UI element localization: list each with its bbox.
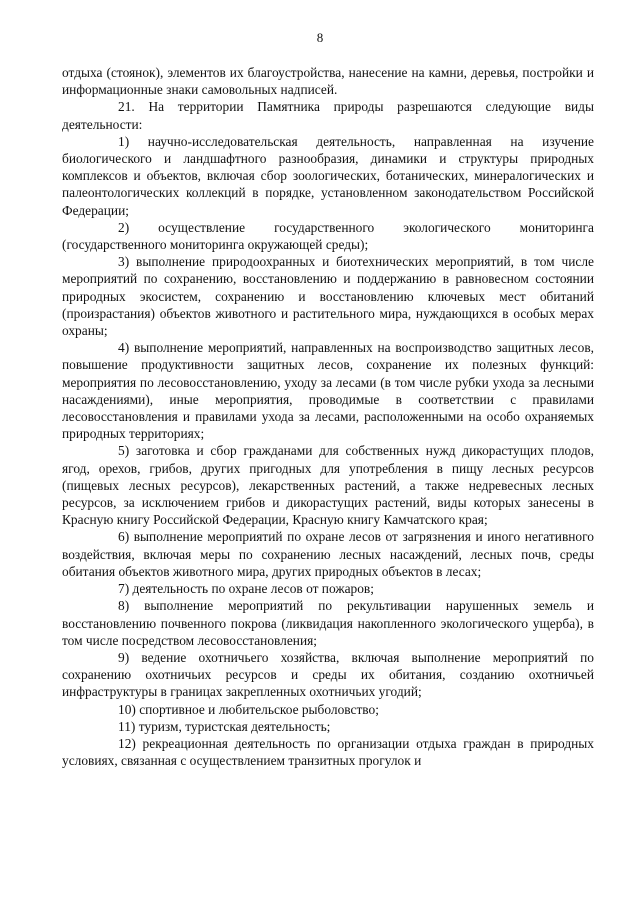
- paragraph-continuation: отдыха (стоянок), элементов их благоустройства, нанесение на камни, деревья, постройки и информационные знаки самовольных надписей.: [62, 65, 594, 98]
- list-item-2: 2) осуществление государственного экологического мониторинга (государственного мониторинга окружающей среды);: [62, 219, 594, 253]
- paragraph-item-21: 21. На территории Памятника природы разрешаются следующие виды деятельности:: [62, 99, 594, 132]
- list-item-10: 10) спортивное и любительское рыболовство;: [118, 701, 379, 717]
- list-item-3: 3) выполнение природоохранных и биотехнических мероприятий, в том числе мероприятий по сохранению, восстановлению и поддержанию в равновесном состоянии природных экосистем, сохранению и восстановлению ключевых мест обитаний (произрастания) объектов животного и растительного мира, нуждающихся в особых мерах охраны;: [62, 254, 594, 339]
- list-item-9: 9) ведение охотничьего хозяйства, включая выполнение мероприятий по сохранению охотничьих ресурсов и среды их обитания, созданию охотничьей инфраструктуры в границах закрепленных охотничьих угодий;: [62, 649, 594, 700]
- list-item-6: 6) выполнение мероприятий по охране лесов от загрязнения и иного негативного воздействия, включая меры по сохранению лесных насаждений, лесных почв, среды обитания объектов животного мира, других природных объектов в лесах;: [62, 529, 594, 579]
- document-body: [62, 64, 594, 769]
- list-item-8: 8) выполнение мероприятий по рекультивации нарушенных земель и восстановлению почвенного покрова (ликвидация накопленного экологического ущерба), в том числе посредством лесовосстановления;: [62, 598, 594, 648]
- list-item-1: 1) научно-исследовательская деятельность, направленная на изучение биологического и ландшафтного разнообразия, динамики и структуры природных комплексов и объектов, включая сбор зоологических, ботанических, минералогических и палеонтологических коллекций в порядке, установленном законодательством Российской Федерации;: [62, 133, 594, 218]
- page-number: 8: [316, 30, 324, 45]
- list-item-11: 11) туризм, туристская деятельность;: [118, 718, 331, 734]
- list-item-4: 4) выполнение мероприятий, направленных на воспроизводство защитных лесов, повышение продуктивности защитных лесов, сохранение их полезных функций: мероприятия по лесовосстановлению, уходу за лесами (в том числе рубки ухода за лесными насаждениями), иные мероприятия, проводимые в соответствии с правилами лесовосстановления и правилами ухода за лесами, расположенными на особо охраняемых природных территориях;: [62, 340, 594, 442]
- list-item-12: 12) рекреационная деятельность по организации отдыха граждан в природных условиях, связанная с осуществлением транзитных прогулок и: [62, 735, 594, 769]
- list-item-5: 5) заготовка и сбор гражданами для собственных нужд дикорастущих плодов, ягод, орехов, грибов, других пригодных для употребления в пищу лесных ресурсов (пищевых лесных ресурсов), лекарственных растений, а также недревесных лесных ресурсов, за исключением грибов и дикорастущих растений, виды которых занесены в Красную книгу Российской Федерации, Красную книгу Камчатского края;: [62, 443, 594, 528]
- list-item-7: 7) деятельность по охране лесов от пожаров;: [118, 581, 374, 597]
